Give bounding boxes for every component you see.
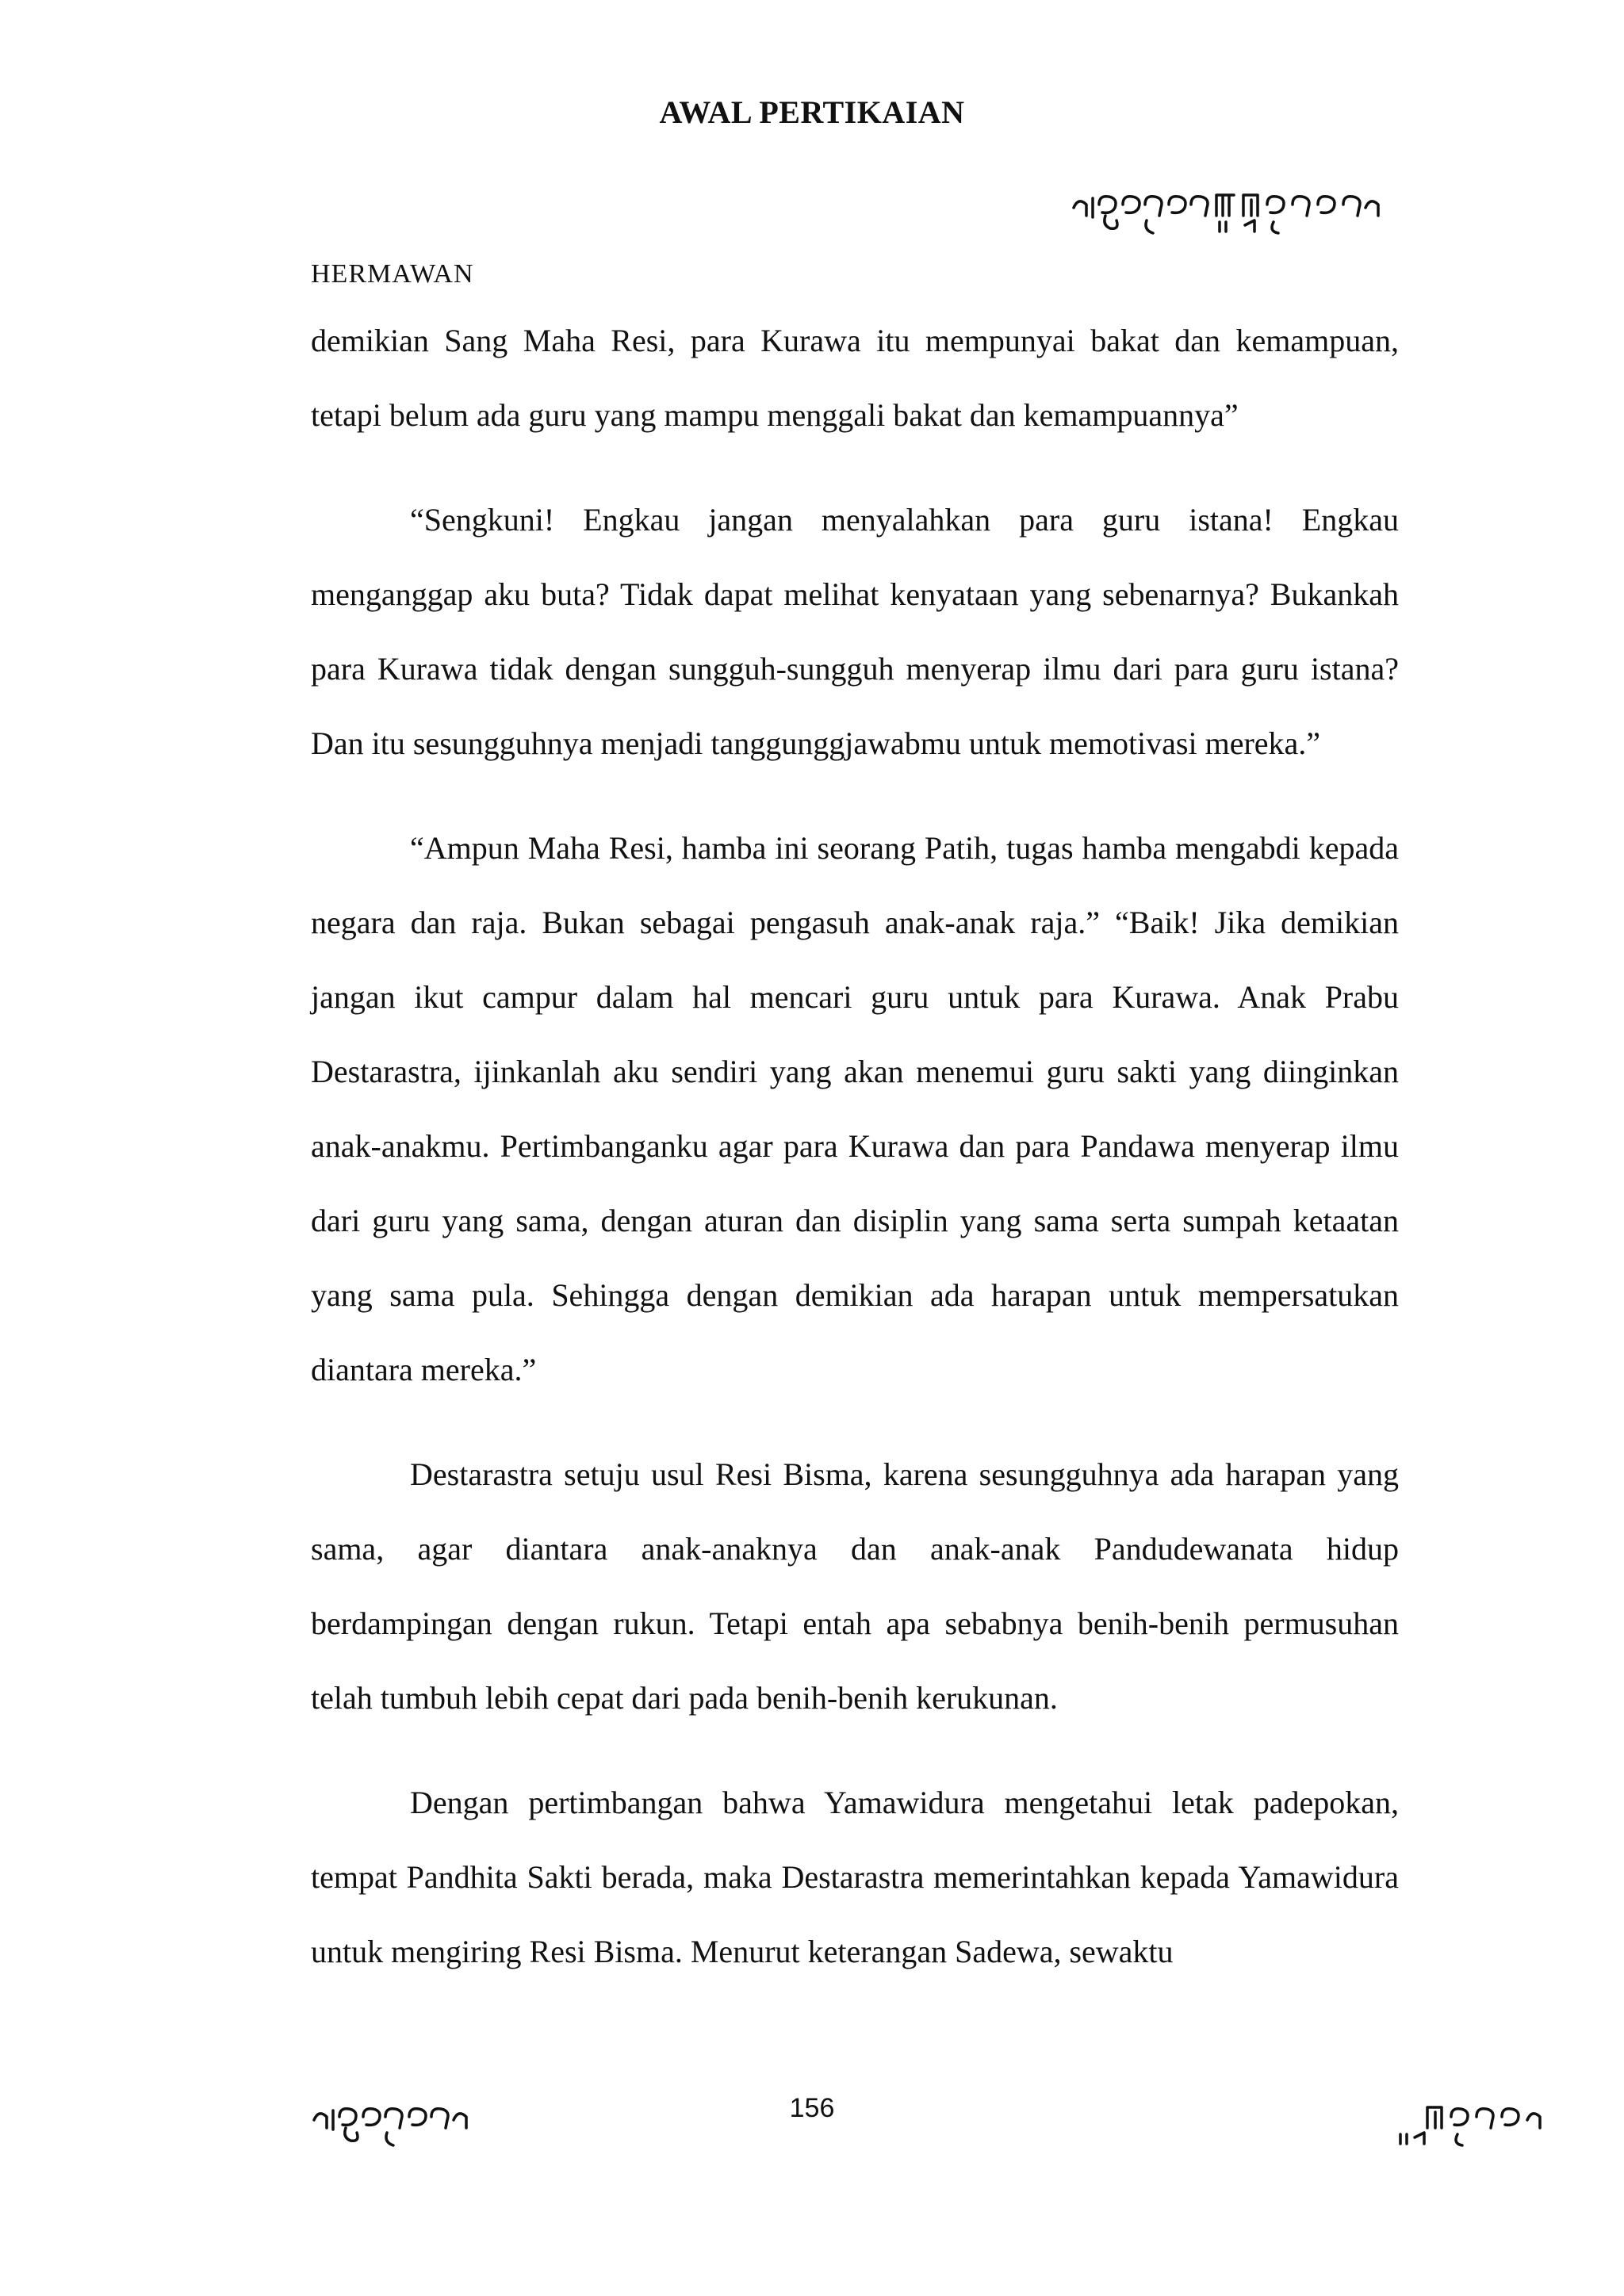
- page-title: AWAL PERTIKAIAN: [659, 94, 965, 130]
- paragraph: demikian Sang Maha Resi, para Kurawa itu mempunyai bakat dan kemampuan, tetapi belum ada guru yang mampu menggali bakat dan kemampuannya”: [311, 323, 1399, 433]
- javanese-script-ornament-icon: [1071, 181, 1404, 244]
- paragraph: Dengan pertimbangan bahwa Yamawidura mengetahui letak padepokan, tempat Pandhita Sakti berada, maka Destarastra memerintahkan kepada Yamawidura untuk mengiring Resi Bisma. Menurut keterangan Sadewa, sewaktu: [311, 1785, 1399, 1969]
- body-text: [311, 304, 1399, 2019]
- javanese-script-ornament-icon: [1396, 2093, 1554, 2156]
- page-number: 156: [789, 2093, 835, 2123]
- author-name: HERMAWAN: [311, 259, 474, 289]
- javanese-script-ornament-icon: [311, 2093, 493, 2156]
- paragraph: “Sengkuni! Engkau jangan menyalahkan para guru istana! Engkau menganggap aku buta? Tidak dapat melihat kenyataan yang sebenarnya? Bukankah para Kurawa tidak dengan sungguh-sungguh menyerap ilmu dari para guru istana? Dan itu sesungguhnya menjadi tanggunggjawabmu untuk memotivasi mereka.”: [311, 502, 1399, 761]
- paragraph: “Ampun Maha Resi, hamba ini seorang Patih, tugas hamba mengabdi kepada negara dan raja. Bukan sebagai pengasuh anak-anak raja.” “Baik! Jika demikian jangan ikut campur dalam hal mencari guru untuk para Kurawa. Anak Prabu Destarastra, ijinkanlah aku sendiri yang akan menemui guru sakti yang diinginkan anak-anakmu. Pertimbanganku agar para Kurawa dan para Pandawa menyerap ilmu dari guru yang sama, dengan aturan dan disiplin yang sama serta sumpah ketaatan yang sama pula. Sehingga dengan demikian ada harapan untuk mempersatukan diantara mereka.”: [311, 830, 1399, 1387]
- paragraph: Destarastra setuju usul Resi Bisma, karena sesungguhnya ada harapan yang sama, agar diantara anak-anaknya dan anak-anak Pandudewanata hidup berdampingan dengan rukun. Tetapi entah apa sebabnya benih-benih permusuhan telah tumbuh lebih cepat dari pada benih-benih kerukunan.: [311, 1456, 1399, 1716]
